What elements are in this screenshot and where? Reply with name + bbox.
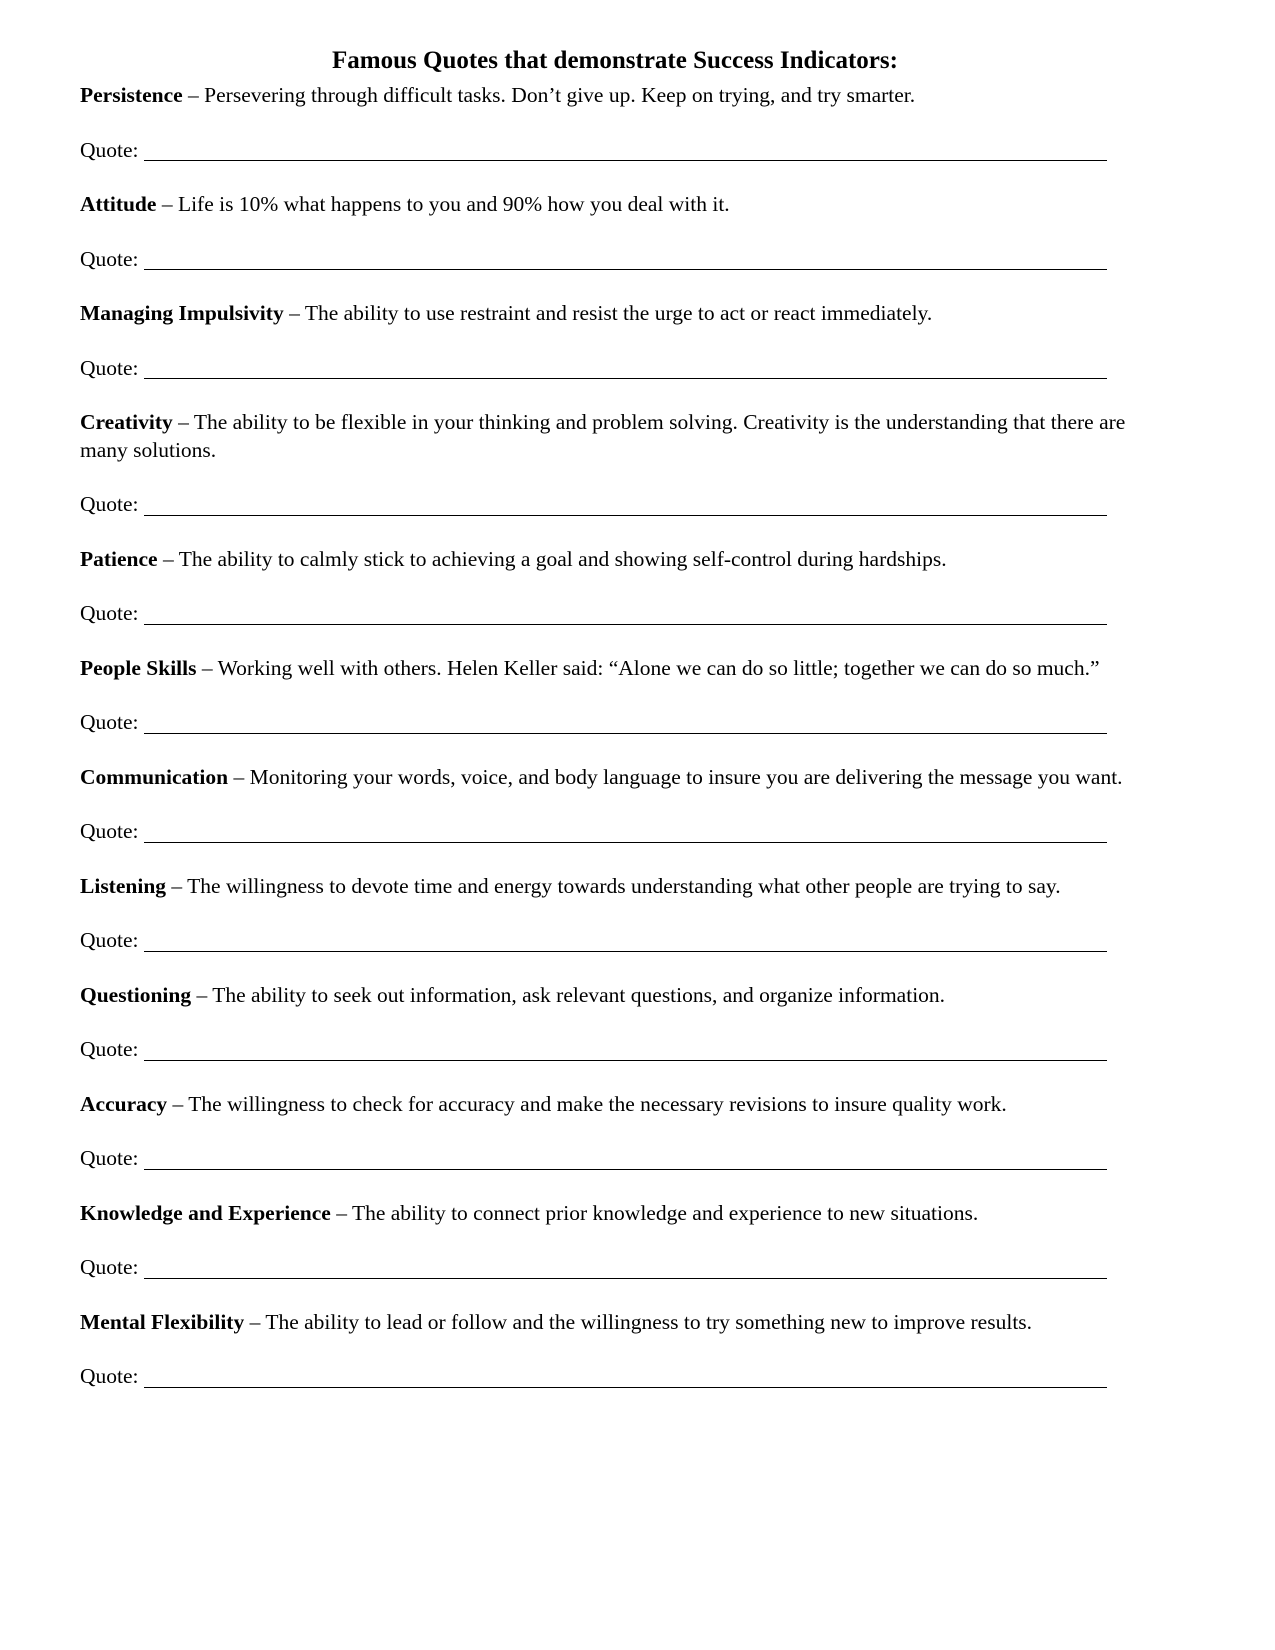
indicator-description: – Monitoring your words, voice, and body language to insure you are delivering the message you want. (228, 764, 1123, 789)
quote-answer-line[interactable] (144, 822, 1107, 843)
indicator-term: Listening (80, 873, 167, 898)
indicator-definition (80, 982, 1148, 1010)
quote-label: Quote: (80, 601, 139, 625)
indicator-description: – The ability to lead or follow and the willingness to try something new to improve results. (244, 1309, 1033, 1334)
quote-label: Quote: (80, 819, 139, 843)
indicator-definition (80, 1091, 1148, 1119)
indicator-description: – The ability to connect prior knowledge and experience to new situations. (330, 1200, 979, 1225)
quote-label: Quote: (80, 355, 139, 380)
indicator-description: – The ability to seek out information, ask relevant questions, and organize information. (191, 982, 946, 1007)
indicator-description: – Working well with others. Helen Keller said: “Alone we can do so little; together we can do so much.” (196, 655, 1100, 680)
quote-row (80, 355, 1148, 383)
indicator-definition (80, 82, 1148, 110)
indicator-definition (80, 409, 1148, 464)
quote-label: Quote: (80, 1146, 139, 1170)
indicator-list (80, 82, 1148, 1391)
quote-label: Quote: (80, 246, 139, 271)
quote-answer-line[interactable] (144, 140, 1107, 161)
indicator-description: – The willingness to check for accuracy and make the necessary revisions to insure quality work. (167, 1091, 1007, 1116)
indicator-description: – The ability to be flexible in your thinking and problem solving. Creativity is the understanding that there are many solutions. (80, 410, 1126, 462)
quote-row (80, 137, 1148, 165)
quote-answer-line[interactable] (144, 713, 1107, 734)
indicator-definition (80, 191, 1148, 219)
quote-label: Quote: (80, 1364, 139, 1388)
quote-answer-line[interactable] (144, 1258, 1107, 1279)
indicator-definition (80, 655, 1148, 683)
worksheet-page (80, 46, 1148, 1418)
quote-answer-line[interactable] (144, 249, 1107, 270)
quote-row (80, 246, 1148, 274)
indicator-term: Accuracy (80, 1091, 168, 1116)
indicator-description: – The ability to use restraint and resist the urge to act or react immediately. (283, 301, 933, 325)
quote-answer-line[interactable] (144, 604, 1107, 625)
indicator-term: Attitude (80, 192, 157, 216)
indicator-description: – The ability to calmly stick to achieving a goal and showing self-control during hardships. (157, 546, 947, 571)
quote-label: Quote: (80, 492, 139, 516)
quote-label: Quote: (80, 1037, 139, 1061)
quote-row (80, 491, 1148, 519)
indicator-definition (80, 300, 1148, 328)
quote-label: Quote: (80, 928, 139, 952)
quote-row (80, 1145, 1148, 1173)
indicator-term: Mental Flexibility (80, 1309, 245, 1334)
indicator-term: Persistence (80, 83, 183, 107)
quote-label: Quote: (80, 710, 139, 734)
indicator-term: Creativity (80, 410, 173, 434)
quote-answer-line[interactable] (144, 1367, 1107, 1388)
quote-row (80, 600, 1148, 628)
page-title: Famous Quotes that demonstrate Success Indicators: (332, 47, 898, 74)
indicator-definition (80, 546, 1148, 574)
indicator-term: People Skills (80, 655, 197, 680)
quote-answer-line[interactable] (144, 495, 1107, 516)
quote-row (80, 709, 1148, 737)
indicator-definition (80, 873, 1148, 901)
quote-row (80, 1036, 1148, 1064)
quote-answer-line[interactable] (144, 1040, 1107, 1061)
indicator-definition (80, 764, 1148, 792)
quote-row (80, 818, 1148, 846)
indicator-description: – Life is 10% what happens to you and 90% how you deal with it. (156, 192, 730, 216)
indicator-description: – The willingness to devote time and energy towards understanding what other people are trying to say. (166, 873, 1061, 898)
quote-answer-line[interactable] (144, 1149, 1107, 1170)
indicator-term: Knowledge and Experience (80, 1200, 331, 1225)
indicator-definition (80, 1309, 1148, 1337)
quote-answer-line[interactable] (144, 358, 1107, 379)
quote-row (80, 1363, 1148, 1391)
quote-label: Quote: (80, 137, 139, 162)
indicator-term: Questioning (80, 982, 192, 1007)
indicator-term: Communication (80, 764, 229, 789)
indicator-term: Patience (80, 546, 158, 571)
quote-row (80, 1254, 1148, 1282)
indicator-definition (80, 1200, 1148, 1228)
indicator-description: – Persevering through difficult tasks. Don’t give up. Keep on trying, and try smarter. (182, 83, 916, 107)
quote-label: Quote: (80, 1255, 139, 1279)
quote-answer-line[interactable] (144, 931, 1107, 952)
indicator-term: Managing Impulsivity (80, 301, 284, 325)
quote-row (80, 927, 1148, 955)
